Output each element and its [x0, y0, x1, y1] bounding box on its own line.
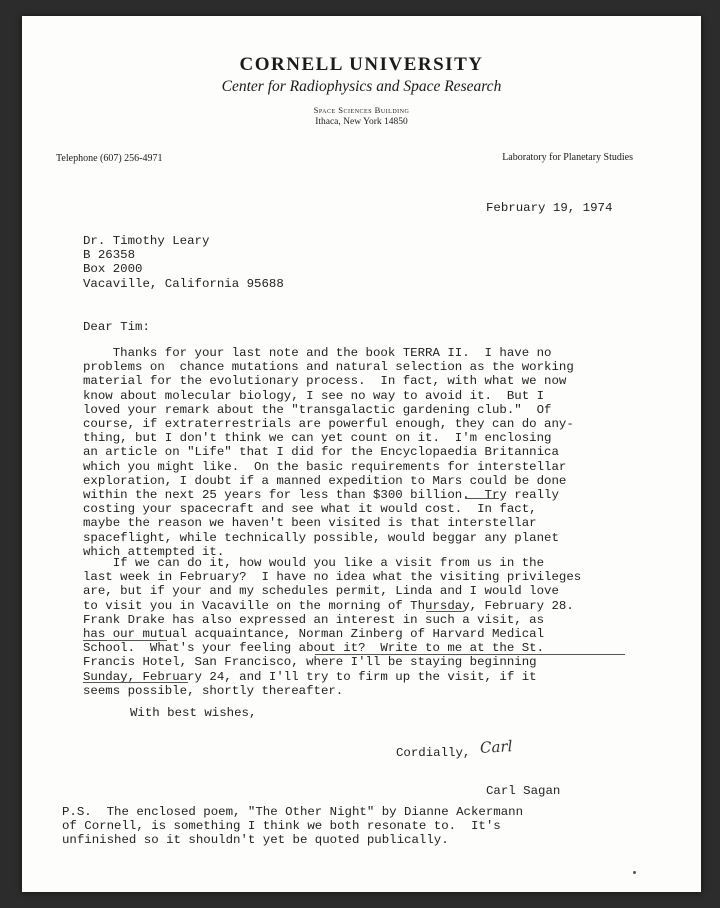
institution-name: CORNELL UNIVERSITY: [239, 54, 484, 75]
underline-mark: [315, 654, 625, 655]
underline-mark: [83, 682, 188, 683]
salutation: Dear Tim:: [83, 320, 150, 334]
letterhead: [22, 54, 701, 127]
paper-speck: [633, 871, 636, 874]
underline-mark: [426, 611, 464, 612]
recipient-address: Dr. Timothy Leary B 26358 Box 2000 Vacaville, California 95688: [83, 234, 284, 291]
center-name: Center for Radiophysics and Space Research: [221, 78, 502, 95]
underline-mark: [465, 498, 499, 499]
laboratory-name: Laboratory for Planetary Studies: [502, 152, 633, 163]
postscript: P.S. The enclosed poem, "The Other Night" by Dianne Ackermann of Cornell, is something I think we both resonate to. It's unfinished so it shouldn't yet be quoted publically.: [62, 805, 524, 848]
signer-name: Carl Sagan: [486, 784, 561, 798]
letter-page: [22, 16, 701, 892]
sign-off: Cordially,: [396, 746, 471, 760]
city-address: Ithaca, New York 14850: [315, 117, 408, 127]
letter-date: February 19, 1974: [486, 201, 613, 215]
body-paragraph-1: Thanks for your last note and the book TERRA II. I have no problems on chance mutations and natural selection as the working material for the evolutionary process. In fact, with what we now know about molecular biology, I see no way to avoid it. But I loved your remark about the "transgalactic gardening club." Of course, if extraterrestrials are powerful enough, they can do any- thing, but I don't think we can yet count on it. I'm enclosing an article on "Life" that I did for the Encyclopaedia Britannica which you might like. On the basic requirements for interstellar exploration, I doubt if a manned expedition to Mars could be done within the next 25 years for less than $300 billion. Try really costing your spacecraft and see what it would cost. In fact, maybe the reason we haven't been visited is that interstellar spaceflight, while technically possible, would beggar any planet which attempted it.: [83, 346, 574, 559]
handwritten-signature: Carl: [479, 737, 513, 757]
telephone-line: Telephone (607) 256-4971: [56, 153, 163, 164]
body-paragraph-2: If we can do it, how would you like a visit from us in the last week in February? I have no idea what the visiting privileges are, but if your and my schedules permit, Linda and I would love to visit you in Vacaville on the morning of Thursday, February 28. Frank Drake has also expressed an interest in such a visit, as has our mutual acquaintance, Norman Zinberg of Harvard Medical School. What's your feeling about it? Write to me at the St. Francis Hotel, San Francisco, where I'll be staying beginning Sunday, February 24, and I'll try to firm up the visit, if it seems possible, shortly thereafter.: [83, 556, 582, 698]
building-name: Space Sciences Building: [313, 105, 410, 115]
closing: With best wishes,: [130, 706, 257, 720]
underline-mark: [83, 640, 167, 641]
